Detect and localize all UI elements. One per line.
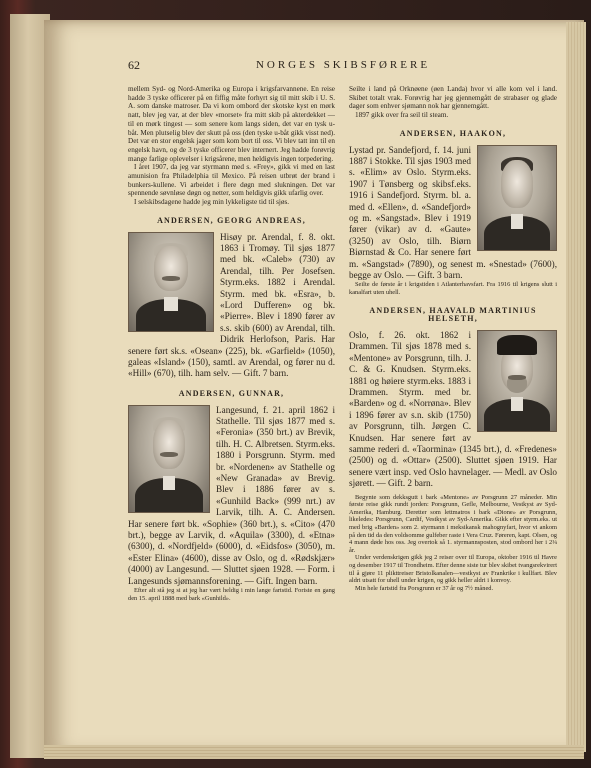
intro-paragraph: I året 1907, da jeg var styrmann med s. «Frey», gikk vi med en last amunision fra Philadelphia til Mexico. På reisen utbrøt der brand i bunkers-kullene. Vi arbeidet i flere døgn med slukningen. Det var spennende søvnløse døgn og netter, som heldigvis gikk ufarlig over. bbox=[128, 163, 335, 198]
intro-paragraph: mellem Syd- og Nord-Amerika og Europa i krigsfarvannene. En reise hadde 3 tyske officerer på en fiffig måte forhyrt sig til mitt skib i U. S. A. som danske matroser. Da vi kom ombord der skotske kyst en mørk natt, blev jeg var, at der blev «morset» fra mitt skib på akterdekket — til en mørk tingest — som senere kom langs siden, det var en tysk u-båt. Men plutselig blev der skutt på oss (den tyske u-båt gikk visst ned). Det var en stor engelsk jager som kom bort til oss. Vi blev tatt inn til en engelsk havn, og de 3 tyske officerer blev internert. Jeg hadde forøvrig mange farlige oplevelser i krigsårene, men heldigvis ingen torpedering. bbox=[128, 85, 335, 163]
right-column bbox=[349, 85, 557, 592]
intro-paragraph: Seilte i land på Orknøene (øen Landa) hvor vi alle kom vel i land. Skibet totalt vrak. Forøvrig har jeg gjennemgått de strabaser og glade dager som enhver sjømann nok har gjennemgått. bbox=[349, 85, 557, 111]
entry-name: ANDERSEN, GUNNAR, bbox=[178, 388, 285, 398]
portrait-photo bbox=[128, 405, 210, 513]
page-edges bbox=[566, 22, 586, 752]
portrait-photo bbox=[477, 330, 557, 432]
entry-bio: Hisøy pr. Arendal, f. 8. okt. 1863 i Tromøy. Til sjøs 1877 med bk. «Caleb» (730) av Arendal, tilh. Per Josefsen. Styrm.eks. 1882 i Arendal. Styrm. med bk. «Esra», b. «Lord Dufferen» og bk. «Pierre». Blev i 1890 fører av s.s. skib (600) av Arendal, tilh. Didrik Herlofson, Paris. Har senere ført sk.s. «Osean» (225), bk. «Garfield» (1050), galeas «Island» (150), samtl. av Arendal, og fører nu d. «Hill» (670), tilh. ham selv. — Gift. 7 barn. bbox=[128, 231, 335, 379]
entry-name: ANDERSEN, HAAKON, bbox=[399, 128, 507, 138]
portrait-photo bbox=[128, 232, 214, 332]
entry-note: Begynte som dekksgutt i bark «Mentone» av Porsgrunn 27 måneder. Min første reise gikk rundt jorden: Porsgrunn, Gefle, Melbourne, Vestkyst av Syd-Amerika, Hamburg. Deretter som lettmatros i bark «Dione» av Porsgrunn, likeledes: Porsgrunn, Cardif, Vestkyst av Syd-Amerika. Gikk efter styrm.eks. ut med brig «Barden» som 2. styrmann i meksikansk mahognyfart, hvor vi ankom på den tid da den voldsomme gulfeber raste i Vera Cruz. Føreren, kapt. Olsen, og 4 mann døde hos oss. Jeg overtok så 1. styrmannsposten, stod ombord her i 2¼ år. bbox=[349, 493, 557, 554]
page-bottom-edges bbox=[44, 745, 584, 759]
entry-note: Min hele fartstid fra Porsgrunn er 37 år og 7½ måned. bbox=[355, 584, 494, 592]
entry-name: ANDERSEN, GEORG ANDREAS, bbox=[157, 215, 306, 225]
entry-note: Efter alt stå jeg si at jeg har vært heldig i min lange fartstid. Foriste en gang den 15. april 1888 med bark «Gunhild». bbox=[128, 587, 335, 602]
entry-bio: Oslo, f. 26. okt. 1862 i Drammen. Til sjøs 1878 med s. «Mentone» av Porsgrunn, tilh. J. C. & G. Knudsen. Styrm.eks. 1881 og høiere styrm.eks. 1883 i Drammen. Styrm. med br. «Barden» og d. «Norrøna». Blev i 1896 fører av s.n. skib (1750) av Porsgrunn, tilh. Jørgen C. Knudsen. Har senere ført av samme rederi d. «Taormina» (1345 brt.), d. «Fredenes» (2500) og d. «Ottar» (2500). Sluttet sjøen 1919. Har senere vært insp. ved Oslo havnelager. — Medl. av Oslo sjørett. — Gift. 2 barn. bbox=[349, 329, 557, 489]
page-header bbox=[128, 58, 558, 74]
entry-bio: Langesund, f. 21. april 1862 i Stathelle. Til sjøs 1877 med s. «Feronia» (350 brt.) av Brevik, tilh. H. C. Albretsen. Styrm.eks. 1880 i Porsgrunn. Styrm. med br. «Nordenen» av Stathelle og «New Granada» av Brevig. Blev i 1886 fører av s. «Gunhild Back» (999 nrt.) av Larvik, tilh. A. C. Andersen. Har senere ført bk. «Sophie» (360 brt.), s. «Cito» (470 brt.), begge av Larvik, d. «Aquila» (3300), d. «Etna» (6300), d. «Nordfjeld» (6000), d. «Eidsfos» (3050), m. «Ester Elina» (4600), disse av Oslo, og d. «Rødskjær» (4000) av Langesund. — Sluttet sjøen 1928. — Form. i Langesunds sjømannsforening. — Gift. Ingen barn. bbox=[128, 404, 335, 586]
left-column bbox=[128, 85, 335, 602]
intro-paragraph: 1897 gikk over fra seil til steam. bbox=[355, 111, 449, 120]
entry-bio: Lystad pr. Sandefjord, f. 14. juni 1887 i Stokke. Til sjøs 1903 med s. «Elim» av Oslo. Styrm.eks. 1907 i Tønsberg og skibsf.eks. 1916 i Sandefjord. Styrm. bl. a. med d. «Ellen», d. «Sandefjord» og m. «Sangstad». Blev i 1919 fører (vikar) av d. «Gaute» (3250) av Oslo, tilh. Biørn Biørnstad & Co. Har senere ført m. «Sangstad» (7890), og senest m. «Snestad» (7600), begge av Oslo. — Gift. 3 barn. bbox=[349, 144, 557, 280]
portrait-photo bbox=[477, 145, 557, 251]
entry-note: Seilte de første år i krigstiden i Atlanterhavsfart. Fra 1916 til krigens slutt i kanalfart uten uhell. bbox=[349, 281, 557, 296]
page-number: 62 bbox=[128, 58, 140, 72]
entry-name: ANDERSEN, HAAVALD MARTINIUS HELSETH, bbox=[369, 305, 537, 324]
entry-note: Under verdenskrigen gikk jeg 2 reiser over til Europa, oktober 1916 til Havre og desember 1917 til Trondheim. Efter denne siste tur blev skibet tvangsrekvirert til å gjøre 11 plikttreiser Bristolkanalen—vestkyst av Frankrike i kullfart. Blev aldri utsatt for uhell under krigen, og gikk heller aldri i konvoy. bbox=[349, 554, 557, 585]
running-title: NORGES SKIBSFØRERE bbox=[255, 59, 431, 71]
intro-paragraph: I selskibsdagene hadde jeg min lykkeligste tid til sjøs. bbox=[134, 198, 290, 207]
